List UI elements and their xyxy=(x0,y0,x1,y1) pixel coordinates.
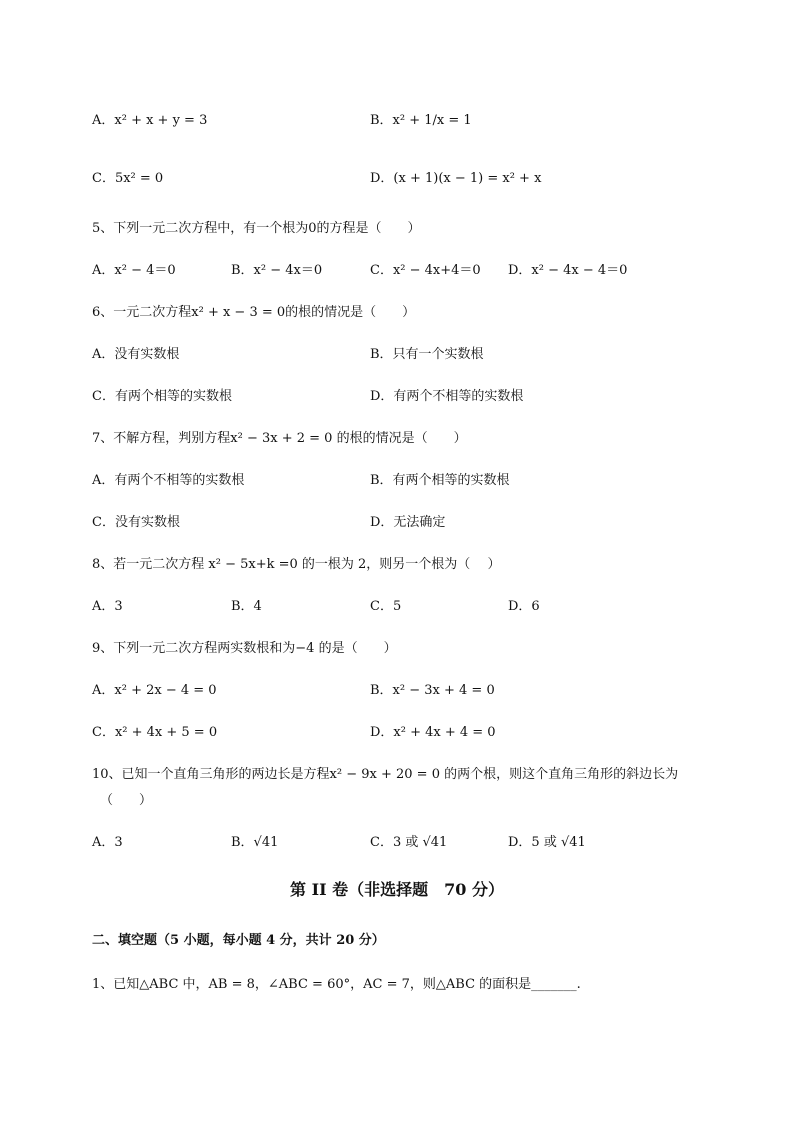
q9-option-c: C．x² + 4x + 5 = 0 xyxy=(92,725,218,740)
q6-stem: 6、一元二次方程x² + x − 3 = 0的根的情况是（ ） xyxy=(92,305,416,320)
q10-option-a: A．3 xyxy=(92,835,123,850)
q10-stem: 10、已知一个直角三角形的两边长是方程x² − 9x + 20 = 0 的两个根，则这个直角三角形的斜边长为 xyxy=(92,767,679,782)
q9-option-d: D．x² + 4x + 4 = 0 xyxy=(370,725,496,740)
part2-section-heading: 二、填空题（5 小题，每小题 4 分，共计 20 分） xyxy=(92,933,385,948)
q9-option-a: A．x² + 2x − 4 = 0 xyxy=(92,683,217,698)
q7-option-c: C．没有实数根 xyxy=(92,515,180,530)
q5-stem: 5、下列一元二次方程中，有一个根为0的方程是（ ） xyxy=(92,221,421,236)
q8-stem: 8、若一元二次方程 x² − 5x+k =0 的一根为 2，则另一个根为（ ） xyxy=(92,557,501,572)
q7-option-a: A．有两个不相等的实数根 xyxy=(92,473,245,488)
q5-option-b: B．x² − 4x＝0 xyxy=(231,263,323,278)
q4-option-d: D．(x + 1)(x − 1) = x² + x xyxy=(370,171,542,186)
q10-option-d: D．5 或 √41 xyxy=(508,835,586,850)
q4-option-a: A．x² + x + y = 3 xyxy=(92,113,208,128)
q8-option-b: B．4 xyxy=(231,599,262,614)
q5-option-d: D．x² − 4x − 4＝0 xyxy=(508,263,628,278)
q8-option-d: D．6 xyxy=(508,599,540,614)
q4-option-c: C．5x² = 0 xyxy=(92,171,164,186)
q4-option-b: B．x² + 1/x = 1 xyxy=(370,113,472,128)
q5-option-c: C．x² − 4x+4＝0 xyxy=(370,263,481,278)
fill-question-1: 1、已知△ABC 中，AB = 8，∠ABC = 60°，AC = 7，则△ABC 的面积是_______. xyxy=(92,977,581,992)
q8-option-c: C．5 xyxy=(370,599,402,614)
q9-stem: 9、下列一元二次方程两实数根和为−4 的是（ ） xyxy=(92,641,397,656)
q7-stem: 7、不解方程，判别方程x² − 3x + 2 = 0 的根的情况是（ ） xyxy=(92,431,467,446)
q10-stem-bracket: （ ） xyxy=(100,793,153,808)
q8-option-a: A．3 xyxy=(92,599,123,614)
q5-option-a: A．x² − 4＝0 xyxy=(92,263,176,278)
q9-option-b: B．x² − 3x + 4 = 0 xyxy=(370,683,495,698)
q10-option-b: B．√41 xyxy=(231,835,279,850)
q6-option-b: B．只有一个实数根 xyxy=(370,347,484,362)
q7-option-b: B．有两个相等的实数根 xyxy=(370,473,510,488)
q6-option-d: D．有两个不相等的实数根 xyxy=(370,389,524,404)
part2-title: 第 II 卷（非选择题 70 分） xyxy=(290,880,504,899)
q6-option-c: C．有两个相等的实数根 xyxy=(92,389,232,404)
q10-option-c: C．3 或 √41 xyxy=(370,835,448,850)
q7-option-d: D．无法确定 xyxy=(370,515,446,530)
q6-option-a: A．没有实数根 xyxy=(92,347,180,362)
